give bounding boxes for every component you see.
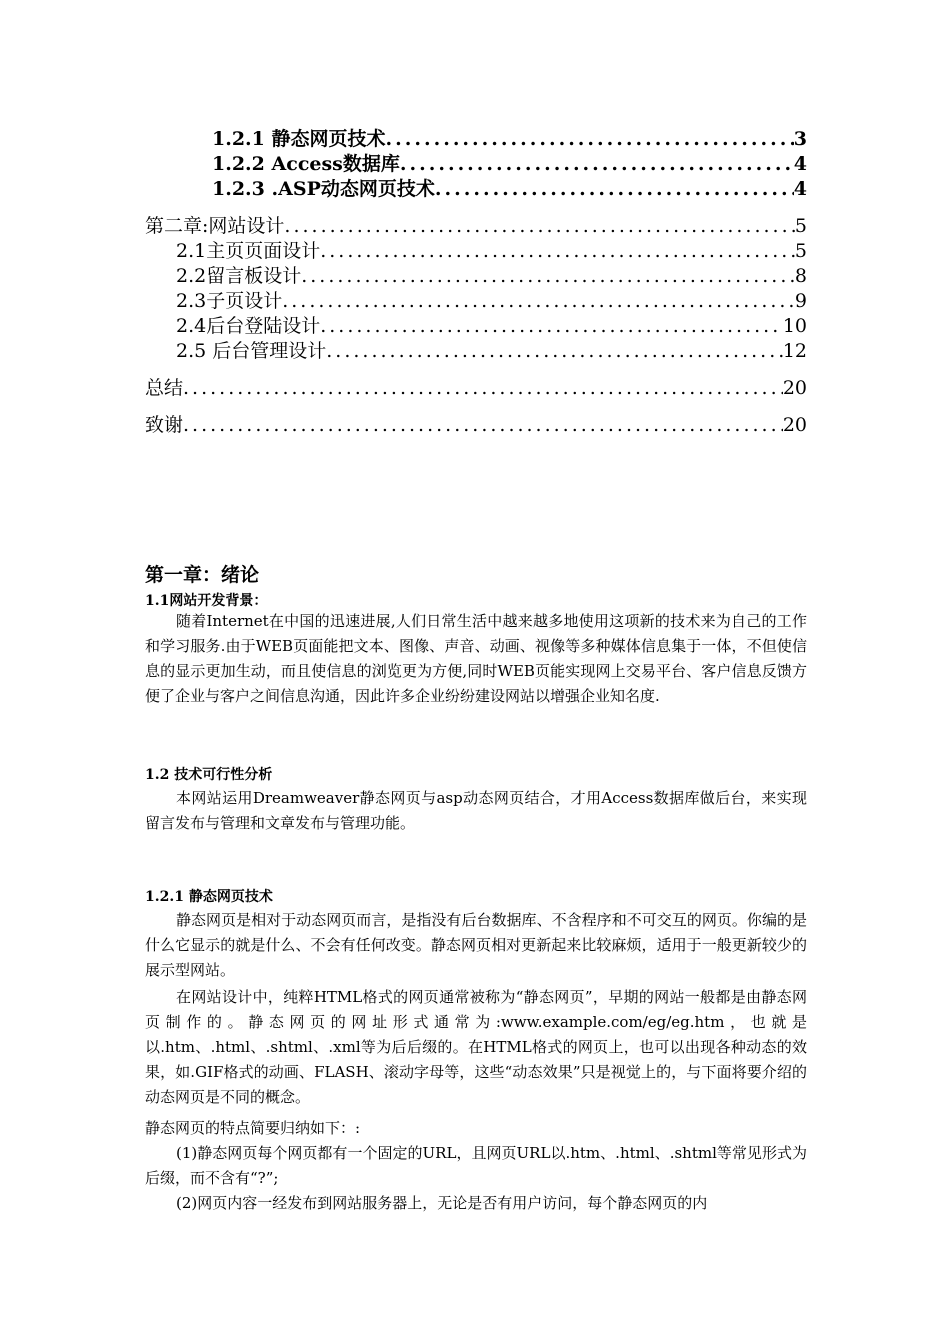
toc-entry-2-3[interactable] [176,286,807,313]
chapter-1-title: 第一章：绪论 [145,564,260,586]
toc-entry-title: 2.5 后台管理设计 [176,340,327,362]
toc-leader-dots [320,240,795,262]
toc-entry-thanks[interactable] [145,410,807,437]
toc-entry-page: 20 [782,414,807,436]
toc-entry-1-2-1[interactable] [212,124,807,151]
section-1-1-paragraph: 随着Internet在中国的迅速进展,人们日常生活中越来越多地使用这项新的技术来为自己的工作和学习服务.由于WEB页面能把文本、图像、声音、动画、视像等多种媒体信息集于一体，不但使信息的显示更加生动，而且使信息的浏览更为方便,同时WEB页能实现网上交易平台、客户信息反馈方便了企业与客户之间信息沟通，因此许多企业纷纷建设网站以增强企业知名度. [145,612,807,705]
toc-leader-dots [400,153,794,175]
toc-leader-dots [183,414,783,436]
section-1-2-1-paragraph-5: (2)网页内容一经发布到网站服务器上，无论是否有用户访问，每个静态网页的内 [176,1194,708,1212]
toc-entry-page: 20 [782,377,807,399]
section-1-1-title: 1.1网站开发背景： [145,593,268,609]
toc-entry-title: 1.2.1 静态网页技术 [212,128,386,150]
toc-entry-title: 总结 [145,377,184,399]
toc-entry-title: 2.3子页设计 [176,290,283,312]
section-1-2-paragraph: 本网站运用Dreamweaver静态网页与asp动态网页结合，才用Access数据库做后台，来实现留言发布与管理和文章发布与管理功能。 [145,789,807,832]
section-1-2-1-title: 1.2.1 静态网页技术 [145,889,273,905]
toc-leader-dots [284,215,795,237]
toc-entry-page: 4 [793,153,807,175]
toc-entry-page: 5 [794,240,807,262]
toc-entry-2-5[interactable] [176,336,807,363]
toc-leader-dots [386,128,794,150]
toc-entry-title: 1.2.3 .ASP动态网页技术 [212,178,435,200]
toc-entry-page: 12 [782,340,807,362]
toc-leader-dots [183,377,783,399]
toc-entry-1-2-2[interactable] [212,149,807,176]
toc-leader-dots [326,340,783,362]
section-1-2-1-paragraph-2: 在网站设计中，纯粹HTML格式的网页通常被称为“静态网页”，早期的网站一般都是由静态网页制作的。静态网页的网址形式通常为:www.example.com/eg/eg.htm，也就是以.htm、.html、.shtml、.xml等为后后缀的。在HTML格式的网页上，也可以出现各种动态的效果，如.GIF格式的动画、FLASH、滚动字母等，这些“动态效果”只是视觉上的，与下面将要介绍的动态网页是不同的概念。 [145,988,807,1106]
toc-entry-page: 5 [794,215,807,237]
toc-entry-page: 3 [793,128,807,150]
toc-leader-dots [320,315,783,337]
section-1-2-1-paragraph-3: 静态网页的特点简要归纳如下：: [145,1119,361,1137]
toc-entry-1-2-3[interactable] [212,174,807,201]
section-1-2-title: 1.2 技术可行性分析 [145,767,273,783]
toc-entry-2-2[interactable] [176,261,807,288]
toc-entry-2-1[interactable] [176,236,807,263]
toc-entry-title: 第二章:网站设计 [145,215,285,237]
toc-entry-page: 10 [782,315,807,337]
toc-entry-page: 4 [793,178,807,200]
toc-entry-title: 2.1主页页面设计 [176,240,321,262]
toc-entry-summary[interactable] [145,373,807,400]
toc-entry-chapter-2[interactable] [145,211,807,238]
toc-entry-page: 8 [794,265,807,287]
toc-leader-dots [282,290,795,312]
toc-entry-title: 2.4后台登陆设计 [176,315,321,337]
section-1-2-1-paragraph-1: 静态网页是相对于动态网页而言，是指没有后台数据库、不含程序和不可交互的网页。你编的是什么它显示的就是什么、不会有任何改变。静态网页相对更新起来比较麻烦，适用于一般更新较少的展示型网站。 [145,911,807,979]
toc-entry-title: 致谢 [145,414,184,436]
toc-entry-title: 1.2.2 Access数据库 [212,153,400,175]
toc-leader-dots [435,178,794,200]
toc-entry-page: 9 [794,290,807,312]
section-1-2-1-paragraph-4: (1)静态网页每个网页都有一个固定的URL，且网页URL以.htm、.html、.shtml等常见形式为后缀，而不含有“?”; [145,1144,807,1187]
toc-entry-2-4[interactable] [176,311,807,338]
toc-entry-title: 2.2留言板设计 [176,265,302,287]
toc-leader-dots [301,265,795,287]
